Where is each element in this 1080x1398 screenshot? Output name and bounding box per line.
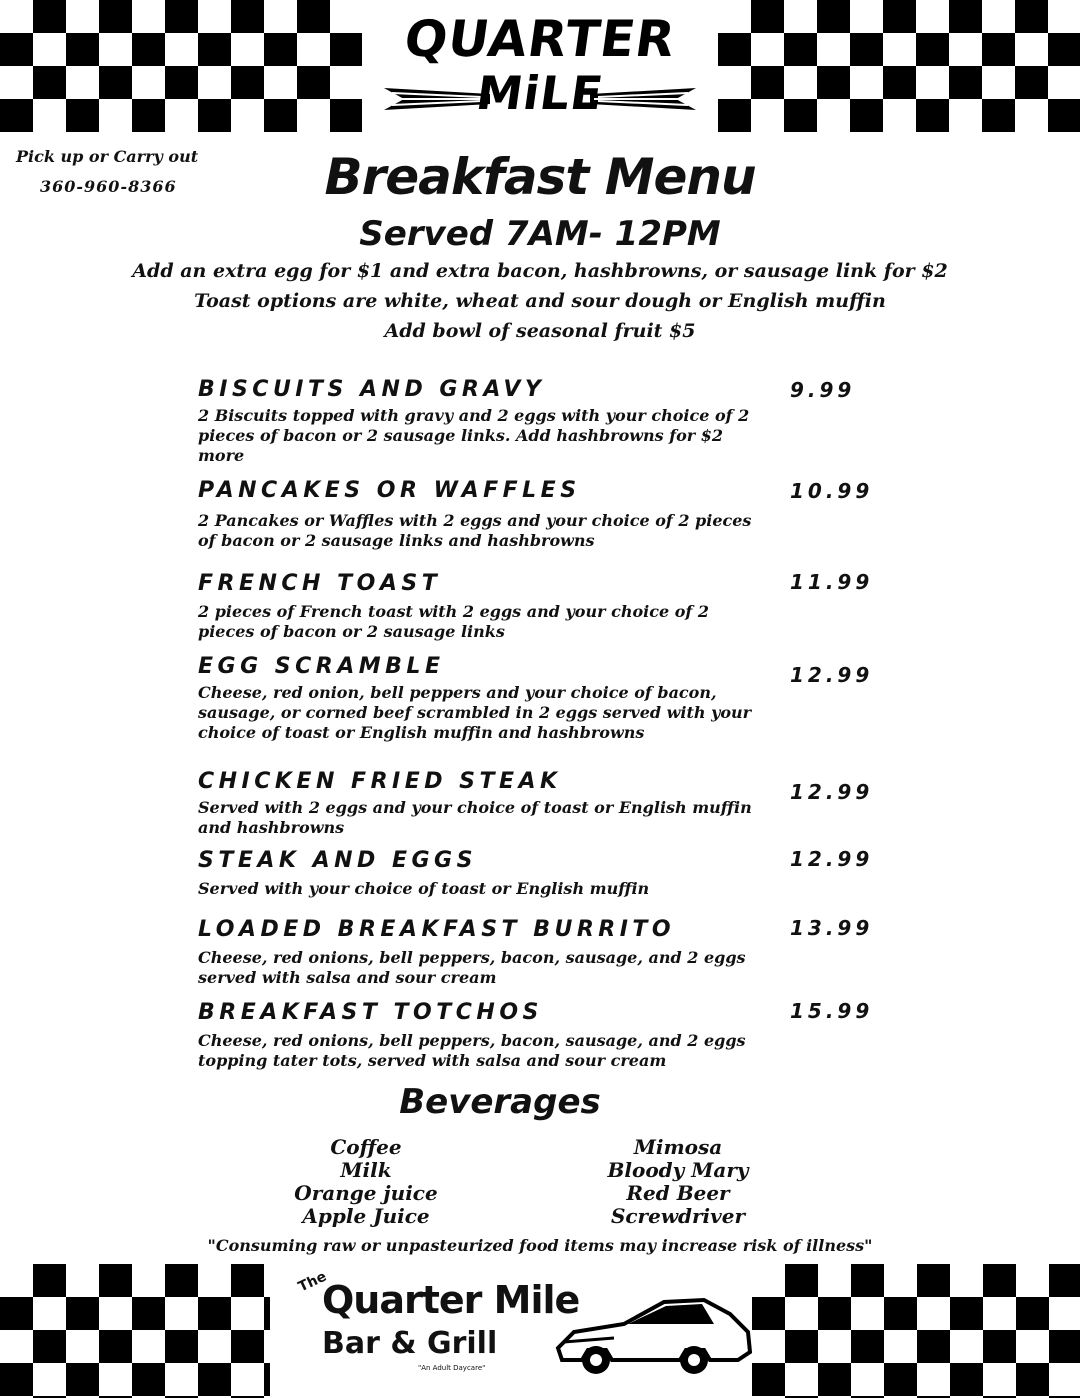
- beverages-list-left: [246, 1136, 486, 1228]
- logo-line-1: QUARTER: [400, 10, 680, 68]
- item-price: 9.99: [790, 378, 856, 402]
- item-price: 15.99: [790, 999, 874, 1023]
- item-description: Cheese, red onions, bell peppers, bacon, sausage, and 2 eggs served with salsa and sour cream: [198, 948, 746, 987]
- item-price: 10.99: [790, 479, 874, 503]
- item-name: LOADED BREAKFAST BURRITO: [198, 917, 676, 942]
- logo-line-2: MiLE: [473, 66, 607, 120]
- checkered-banner-bottom-left: [0, 1264, 270, 1398]
- menu-item-egg-scramble: [198, 653, 898, 743]
- beverage-item: Milk: [340, 1158, 392, 1182]
- item-name: STEAK AND EGGS: [198, 848, 477, 873]
- item-name: CHICKEN FRIED STEAK: [198, 769, 562, 794]
- item-price: 12.99: [790, 847, 874, 871]
- beverages-heading: Beverages: [399, 1082, 601, 1122]
- item-name: EGG SCRAMBLE: [198, 654, 445, 679]
- item-description: 2 Biscuits topped with gravy and 2 eggs with your choice of 2 pieces of bacon or 2 sausage links. Add hashbrowns for $2 more: [198, 406, 750, 465]
- beverage-item: Bloody Mary: [607, 1158, 749, 1182]
- health-disclaimer: "Consuming raw or unpasteurized food items may increase risk of illness": [207, 1236, 873, 1255]
- menu-item-loaded-breakfast-burrito: [198, 916, 898, 988]
- beverages-list-right: [558, 1136, 798, 1228]
- sports-car-icon: [554, 1288, 752, 1380]
- menu-item-french-toast: [198, 570, 898, 642]
- beverage-item: Coffee: [330, 1135, 402, 1159]
- item-description: Served with 2 eggs and your choice of toast or English muffin and hashbrowns: [198, 798, 752, 837]
- logo-the: The: [295, 1268, 330, 1296]
- pickup-label: Pick up or Carry out: [16, 147, 199, 166]
- note-fruit: Add bowl of seasonal fruit $5: [384, 320, 696, 342]
- checkered-banner-top-left: [0, 0, 362, 132]
- phone-number: 360-960-8366: [40, 177, 177, 196]
- bar-and-grill-logo: [270, 1264, 752, 1398]
- item-price: 12.99: [790, 780, 874, 804]
- item-description: Served with your choice of toast or English muffin: [198, 879, 650, 898]
- menu-item-pancakes-or-waffles: [198, 477, 898, 551]
- logo-name: Quarter Mile: [322, 1278, 580, 1322]
- quarter-mile-logo: [362, 0, 718, 134]
- note-toast-options: Toast options are white, wheat and sour dough or English muffin: [194, 290, 886, 312]
- note-extra-items: Add an extra egg for $1 and extra bacon, hashbrowns, or sausage link for $2: [132, 260, 948, 282]
- checkered-banner-top-right: [718, 0, 1080, 132]
- beverage-item: Screwdriver: [610, 1204, 746, 1228]
- item-price: 12.99: [790, 663, 874, 687]
- checkered-banner-bottom-right: [752, 1264, 1080, 1398]
- item-description: Cheese, red onion, bell peppers and your choice of bacon, sausage, or corned beef scrambled in 2 eggs served with your choice of toast or English muffin and hashbrowns: [198, 683, 752, 742]
- beverage-item: Red Beer: [626, 1181, 730, 1205]
- beverage-item: Mimosa: [633, 1135, 723, 1159]
- logo-tagline: "An Adult Daycare": [418, 1364, 486, 1372]
- item-name: BISCUITS AND GRAVY: [198, 377, 546, 402]
- menu-item-chicken-fried-steak: [198, 768, 898, 838]
- menu-item-breakfast-totchos: [198, 999, 898, 1071]
- item-description: 2 pieces of French toast with 2 eggs and your choice of 2 pieces of bacon or 2 sausage links: [198, 602, 709, 641]
- beverage-item: Orange juice: [294, 1181, 438, 1205]
- served-hours: Served 7AM- 12PM: [359, 214, 721, 254]
- page-title: Breakfast Menu: [324, 148, 756, 206]
- item-description: 2 Pancakes or Waffles with 2 eggs and your choice of 2 pieces of bacon or 2 sausage links and hashbrowns: [198, 511, 752, 550]
- menu-item-biscuits-and-gravy: [198, 376, 898, 466]
- beverage-item: Apple Juice: [302, 1204, 430, 1228]
- menu-item-steak-and-eggs: [198, 847, 898, 899]
- pickup-info: [16, 142, 226, 202]
- item-name: PANCAKES OR WAFFLES: [198, 478, 581, 503]
- item-description: Cheese, red onions, bell peppers, bacon, sausage, and 2 eggs topping tater tots, served with salsa and sour cream: [198, 1031, 746, 1070]
- item-name: BREAKFAST TOTCHOS: [198, 1000, 543, 1025]
- item-name: FRENCH TOAST: [198, 571, 442, 596]
- item-price: 11.99: [790, 570, 874, 594]
- logo-subtitle: Bar & Grill: [322, 1326, 498, 1361]
- menu-notes: [0, 256, 1080, 346]
- item-price: 13.99: [790, 916, 874, 940]
